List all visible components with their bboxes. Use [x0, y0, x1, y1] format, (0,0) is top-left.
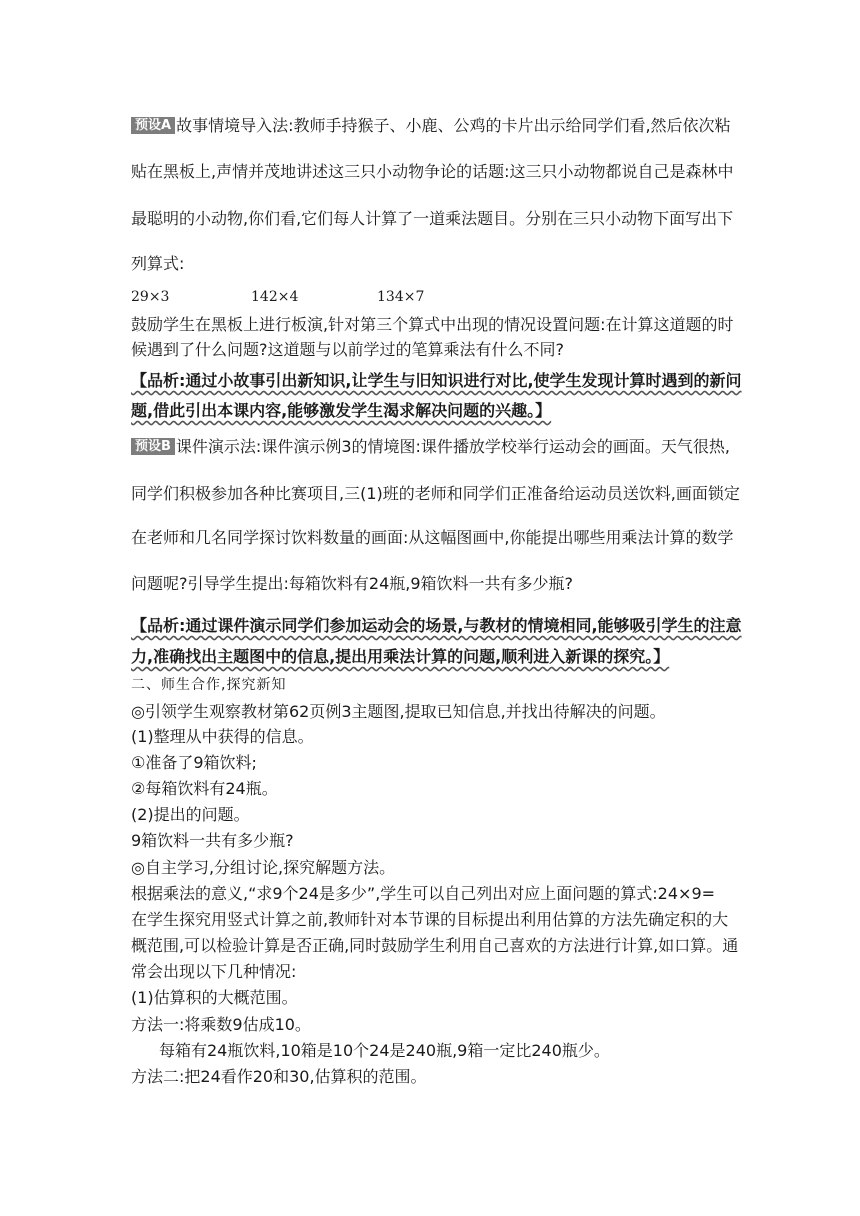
preset-a-line-4: 列算式:	[131, 254, 185, 273]
section-line-1: ◎引领学生观察教材第62页例3主题图,提取已知信息,并找出待解决的问题。	[131, 702, 666, 721]
preset-b-tag: 预设B	[131, 438, 175, 455]
analysis-a-line-2: 题,借此引出本课内容,能够激发学生渴求解决问题的兴趣。】	[131, 401, 552, 420]
preset-a-line-1	[131, 115, 740, 137]
analysis-a-line-1: 【品析:通过小故事引出新知识,让学生与旧知识进行对比,使学生发现计算时遇到的新问	[131, 371, 742, 390]
section-line-6: 9箱饮料一共有多少瓶?	[131, 831, 294, 850]
section-line-4: ②每箱饮料有24瓶。	[131, 779, 278, 798]
activity-line-2: 候遇到了什么问题?这道题与以前学过的笔算乘法有什么不同?	[131, 340, 564, 359]
analysis-b-line-1: 【品析:通过课件演示同学们参加运动会的场景,与教材的情境相同,能够吸引学生的注意	[131, 616, 742, 635]
section-line-10: 概范围,可以检验计算是否正确,同时鼓励学生利用自己喜欢的方法进行计算,如口算。通	[131, 936, 739, 955]
formula-2: 142×4	[251, 289, 299, 305]
preset-b-line-4: 问题呢?引导学生提出:每箱饮料有24瓶,9箱饮料一共有多少瓶?	[131, 574, 574, 593]
analysis-b-line-2: 力,准确找出主题图中的信息,提出用乘法计算的问题,顺利进入新课的探究。】	[131, 647, 670, 666]
section-line-14: 每箱有24瓶饮料,10箱是10个24是240瓶,9箱一定比240瓶少。	[159, 1041, 610, 1060]
section-line-15: 方法二:把24看作20和30,估算积的范围。	[131, 1067, 427, 1086]
preset-a-text-1: 故事情境导入法:教师手持猴子、小鹿、公鸡的卡片出示给同学们看,然后依次粘	[176, 116, 731, 135]
formula-3: 134×7	[377, 289, 425, 305]
preset-b-text-1: 课件演示法:课件演示例3的情境图:课件播放学校举行运动会的画面。天气很热,	[175, 437, 730, 456]
section-line-9: 在学生探究用竖式计算之前,教师针对本节课的目标提出利用估算的方法先确定积的大	[131, 910, 729, 929]
preset-b-line-1	[131, 436, 740, 458]
section-line-3: ①准备了9箱饮料;	[131, 753, 257, 772]
section-line-7: ◎自主学习,分组讨论,探究解题方法。	[131, 858, 396, 877]
preset-a-line-3: 最聪明的小动物,你们看,它们每人计算了一道乘法题目。分别在三只小动物下面写出下	[131, 209, 734, 228]
preset-a-line-2: 贴在黑板上,声情并茂地讲述这三只小动物争论的话题:这三只小动物都说自己是森林中	[131, 162, 734, 181]
section-line-2: (1)整理从中获得的信息。	[131, 727, 314, 746]
preset-a-tag: 预设A	[131, 117, 175, 134]
preset-b-line-2: 同学们积极参加各种比赛项目,三(1)班的老师和同学们正准备给运动员送饮料,画面锁定	[131, 484, 740, 503]
section-line-5: (2)提出的问题。	[131, 805, 250, 824]
section-line-8: 根据乘法的意义,“求9个24是多少”,学生可以自己列出对应上面问题的算式:24×9=	[131, 884, 716, 903]
section-heading: 二、师生合作,探究新知	[131, 677, 287, 693]
preset-b-line-3: 在老师和几名同学探讨饮料数量的画面:从这幅图画中,你能提出哪些用乘法计算的数学	[131, 528, 734, 547]
section-line-11: 常会出现以下几种情况:	[131, 962, 297, 981]
section-line-12: (1)估算积的大概范围。	[131, 988, 298, 1007]
section-line-13: 方法一:将乘数9估成10。	[131, 1015, 311, 1034]
formula-1: 29×3	[131, 289, 170, 305]
activity-line-1: 鼓励学生在黑板上进行板演,针对第三个算式中出现的情况设置问题:在计算这道题的时	[131, 315, 734, 334]
